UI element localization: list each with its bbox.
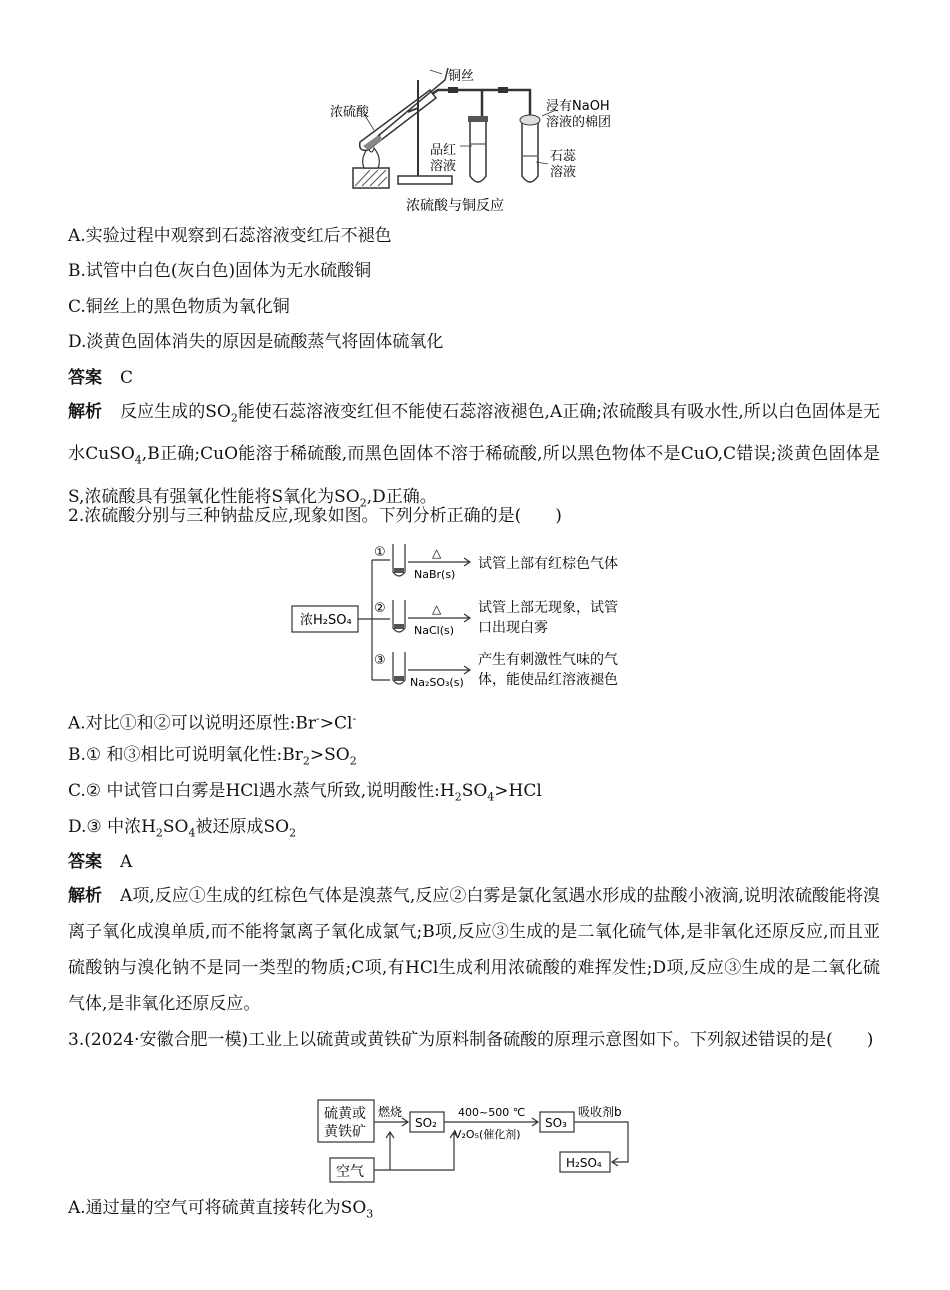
result-2b: 口出现白雾 <box>478 620 548 636</box>
salt-1: NaBr(s) <box>414 568 456 581</box>
copper-acid-apparatus-figure <box>320 60 650 220</box>
sulfuric-acid-process-figure <box>316 1098 646 1188</box>
tube-1-number: ① <box>374 545 386 560</box>
heat-2: △ <box>432 602 442 616</box>
so3-label: SO₃ <box>545 1116 567 1130</box>
air-lines <box>374 1132 458 1170</box>
sodium-salt-reaction-figure <box>290 540 650 698</box>
tube-3 <box>393 652 405 684</box>
h2so4-label: H₂SO₄ <box>566 1156 602 1170</box>
analysis-text: A项,反应①生成的红棕色气体是溴蒸气,反应②白雾是氯化氢遇水形成的盐酸小液滴,说明浓硫酸能将溴离子氧化成溴单质,而不能将氯离子氧化成氯气;B项,反应③生成的是二氧化硫气体,是非氧化还原反应,而且亚硫酸钠与溴化钠不是同一类型的物质;C项,有HCl生成利用浓硫酸的难挥发性;D项,反应③生成的是二氧化硫气体,是非氧化还原反应。 <box>68 886 880 1014</box>
analysis-text-2: 能使石蕊溶液变红但不能使石蕊溶液褪色,A正确;浓硫酸具有吸水性,所以白色固体是无水CuSO <box>68 402 881 465</box>
q1-answer <box>68 366 133 390</box>
burn-label: 燃烧 <box>378 1105 403 1119</box>
q3-option-a: A.通过量的空气可将硫黄直接转化为$SO_3$ <box>68 1198 374 1221</box>
answer-label: 答案 <box>68 368 102 388</box>
absorbent-label: 吸收剂b <box>578 1105 622 1119</box>
label-cotton-2: 溶液的棉团 <box>546 115 612 130</box>
analysis-label: 解析 <box>68 886 103 906</box>
rubber-joint-1 <box>448 87 458 93</box>
temp-label: 400~500 ℃ <box>458 1106 526 1119</box>
q3-stem: 3.(2024·安徽合肥一模)工业上以硫黄或黄铁矿为原料制备硫酸的原理示意图如下。下列叙述错误的是( ) <box>68 1030 874 1050</box>
figure-caption: 浓硫酸与铜反应 <box>406 198 504 214</box>
catalyst-label: V₂O₅(催化剂) <box>454 1128 521 1141</box>
salt-2: NaCl(s) <box>414 624 455 637</box>
air-label: 空气 <box>336 1164 364 1180</box>
analysis-text-4: ,D正确。 <box>366 486 437 507</box>
rubber-joint-2 <box>498 87 508 93</box>
analysis-text-3: ,B正确;CuO能溶于稀硫酸,而黑色固体不溶于稀硫酸,所以黑色物体不是CuO,C错误;淡黄色固体是S,浓硫酸具有强氧化性能将S氧化为SO <box>68 444 881 507</box>
q2-option-a: A.对比①和②可以说明还原性:Br->Cl- <box>68 712 357 734</box>
arrow-3 <box>408 666 470 674</box>
arrow-oxidize <box>444 1118 538 1126</box>
tube-2 <box>393 600 405 632</box>
q1-analysis: 解析 反应生成的$SO_2$能使石蕊溶液变红但不能使石蕊溶液褪色,A正确;浓硫酸具有吸水性,所以白色固体是无水CuSO$_4$,B正确;CuO能溶于稀硫酸,而黑色固体不溶于稀硫酸,所以黑色物体不是CuO,C错误;淡黄色固体是S,浓硫酸具有强氧化性能将S氧化为$SO_2,D$正确。 <box>68 402 881 510</box>
label-conc-acid: 浓硫酸 <box>330 105 370 120</box>
salt-3: Na₂SO₃(s) <box>410 676 464 689</box>
start-label: 浓H₂SO₄ <box>300 613 352 628</box>
q2-answer <box>68 850 132 874</box>
result-2a: 试管上部无现象，试管 <box>478 600 618 616</box>
label-cotton-1: 浸有NaOH <box>546 99 610 114</box>
result-3a: 产生有刺激性气味的气 <box>478 652 618 668</box>
result-1: 试管上部有红棕色气体 <box>478 556 618 572</box>
stand-base <box>398 176 452 184</box>
analysis-text-1: 反应生成的SO <box>120 402 231 422</box>
q1-option-b: B.试管中白色(灰白色)固体为无水硫酸铜 <box>68 261 372 281</box>
raw-material-2: 黄铁矿 <box>324 1124 366 1140</box>
test-tube-magenta <box>468 116 488 182</box>
test-tube-litmus <box>520 115 540 182</box>
label-litmus-1: 石蕊 <box>550 149 577 164</box>
q2-option-c: C.② 中试管口白雾是HCl遇水蒸气所致,说明酸性$:H_2SO_4>HCl$ <box>68 781 542 804</box>
answer-value: A <box>120 852 133 872</box>
answer-label: 答案 <box>68 852 102 872</box>
q2-analysis <box>68 878 880 1022</box>
q2-stem: 2.浓硫酸分别与三种钠盐反应,现象如图。下列分析正确的是( ) <box>68 506 562 526</box>
label-magenta-2: 溶液 <box>430 159 457 174</box>
raw-material-1: 硫黄或 <box>324 1106 366 1122</box>
q1-option-a: A.实验过程中观察到石蕊溶液变红后不褪色 <box>68 226 392 246</box>
analysis-label: 解析 <box>68 402 103 422</box>
result-3b: 体，能使品红溶液褪色 <box>478 672 618 688</box>
tube-2-number: ② <box>374 601 386 616</box>
q1-option-d: D.淡黄色固体消失的原因是硫酸蒸气将固体硫氧化 <box>68 332 444 352</box>
q1-option-c: C.铜丝上的黑色物质为氧化铜 <box>68 297 290 317</box>
tube-3-number: ③ <box>374 653 386 668</box>
label-copper-wire: 铜丝 <box>448 69 475 84</box>
q2-option-b: B.① 和③相比可说明氧化性$:Br_2>SO_2$ <box>68 745 357 768</box>
so2-label: SO₂ <box>415 1116 437 1130</box>
tube-1 <box>393 544 405 576</box>
label-litmus-2: 溶液 <box>550 165 577 180</box>
answer-value: C <box>120 368 134 388</box>
label-magenta-1: 品红 <box>430 143 457 158</box>
arrow-burn <box>374 1118 408 1126</box>
heat-1: △ <box>432 546 442 560</box>
delivery-tube <box>432 90 482 118</box>
connector-tube <box>482 90 530 118</box>
q2-option-d: D.③ 中浓$H_2SO_4$被还原成$SO_2$ <box>68 817 297 840</box>
